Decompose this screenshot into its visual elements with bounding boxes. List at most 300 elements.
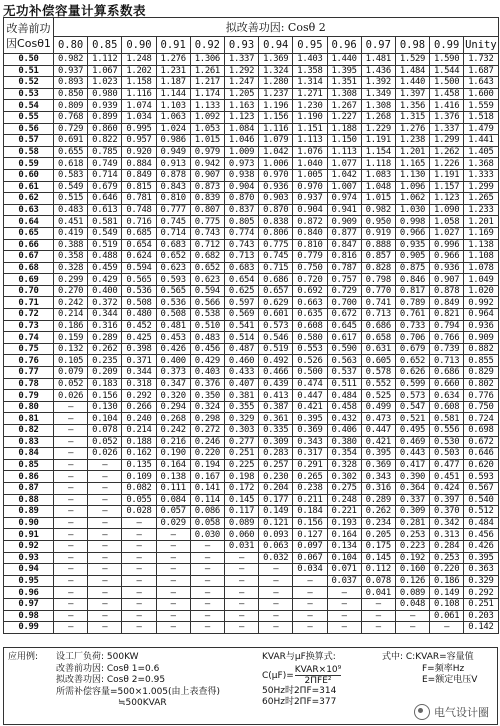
table-cell: 0.980 — [88, 88, 122, 100]
table-cell: 0.235 — [88, 355, 122, 367]
row-header-cell: 0.90 — [4, 517, 54, 529]
table-cell: – — [156, 540, 190, 552]
table-cell: 0.079 — [54, 367, 88, 379]
table-cell: 0.872 — [293, 216, 327, 228]
table-cell: 0.909 — [464, 332, 498, 344]
table-cell: – — [122, 552, 156, 564]
table-cell: 0.578 — [361, 367, 395, 379]
table-cell: 1.042 — [259, 146, 293, 158]
table-cell: 0.452 — [122, 320, 156, 332]
table-cell: 0.277 — [224, 436, 258, 448]
table-cell: – — [88, 564, 122, 576]
table-cell: 0.536 — [122, 285, 156, 297]
table-cell: 0.397 — [430, 494, 464, 506]
table-cell: 1.299 — [430, 135, 464, 147]
table-cell: 0.376 — [190, 378, 224, 390]
table-cell: 0.355 — [224, 401, 258, 413]
table-cell: 0.458 — [327, 401, 361, 413]
example-block — [56, 652, 220, 710]
table-cell: 0.407 — [224, 378, 258, 390]
table-cell: 0.700 — [327, 297, 361, 309]
table-cell: – — [88, 540, 122, 552]
table-cell: 0.519 — [259, 343, 293, 355]
table-cell: 0.938 — [224, 169, 258, 181]
table-cell: 0.354 — [327, 448, 361, 460]
table-cell: 0.164 — [327, 529, 361, 541]
table-cell: – — [54, 436, 88, 448]
table-cell: 0.608 — [293, 320, 327, 332]
row-header-cell: 0.81 — [4, 413, 54, 425]
table-cell: – — [293, 587, 327, 599]
table-cell: 0.371 — [122, 355, 156, 367]
table-cell: 0.875 — [395, 262, 429, 274]
table-cell: – — [430, 622, 464, 634]
table-cell: 0.413 — [259, 390, 293, 402]
table-cell: 1.116 — [122, 88, 156, 100]
table-cell: 1.187 — [156, 77, 190, 89]
table-cell: 1.227 — [327, 111, 361, 123]
table-cell: 0.777 — [156, 204, 190, 216]
table-cell: 0.686 — [259, 274, 293, 286]
table-row — [4, 587, 499, 599]
row-header-cell: 0.58 — [4, 146, 54, 158]
row-header-cell: 0.79 — [4, 390, 54, 402]
table-cell: – — [54, 529, 88, 541]
table-row — [4, 88, 499, 100]
table-cell: 0.242 — [54, 297, 88, 309]
table-cell: 0.433 — [224, 367, 258, 379]
table-cell: 0.451 — [54, 216, 88, 228]
table-cell: 0.216 — [156, 436, 190, 448]
table-cell: 0.500 — [293, 367, 327, 379]
table-cell: 0.421 — [361, 436, 395, 448]
table-cell: 0.672 — [464, 436, 498, 448]
table-cell: – — [395, 610, 429, 622]
table-cell: – — [156, 552, 190, 564]
table-cell: 0.499 — [361, 401, 395, 413]
table-cell: 0.488 — [88, 251, 122, 263]
table-cell: 0.745 — [156, 216, 190, 228]
table-cell: 0.829 — [464, 367, 498, 379]
row-header-cell: 0.99 — [4, 622, 54, 634]
table-cell: 0.657 — [259, 285, 293, 297]
table-cell: – — [190, 587, 224, 599]
table-cell: 1.230 — [293, 100, 327, 112]
table-cell: 0.313 — [430, 529, 464, 541]
row-header-cell: 0.92 — [4, 540, 54, 552]
table-cell: – — [395, 622, 429, 634]
table-cell: 1.202 — [122, 65, 156, 77]
table-cell: 0.289 — [361, 494, 395, 506]
table-cell: – — [54, 506, 88, 518]
table-cell: 0.691 — [54, 135, 88, 147]
table-cell: 0.802 — [464, 378, 498, 390]
table-cell: 0.750 — [293, 262, 327, 274]
table-row — [4, 355, 499, 367]
table-cell: 1.020 — [464, 285, 498, 297]
table-cell: – — [88, 506, 122, 518]
table-row — [4, 517, 499, 529]
wechat-logo-icon — [414, 704, 430, 720]
formula-numerator: KVAR×10⁹ — [294, 664, 342, 675]
table-cell: 0.810 — [293, 239, 327, 251]
table-cell: 0.757 — [327, 274, 361, 286]
table-cell: 0.679 — [395, 343, 429, 355]
table-cell: 0.821 — [430, 309, 464, 321]
table-cell: 0.549 — [54, 181, 88, 193]
table-cell: 0.342 — [430, 517, 464, 529]
table-cell: 0.658 — [361, 332, 395, 344]
table-cell: 0.748 — [122, 204, 156, 216]
table-cell: – — [54, 401, 88, 413]
table-cell: 0.540 — [464, 494, 498, 506]
table-cell: 1.023 — [88, 77, 122, 89]
table-cell: 0.806 — [259, 227, 293, 239]
table-cell: 0.573 — [259, 320, 293, 332]
table-cell: 0.882 — [464, 343, 498, 355]
table-cell: 0.240 — [122, 413, 156, 425]
table-cell: 0.541 — [224, 320, 258, 332]
table-cell: 0.344 — [122, 367, 156, 379]
table-cell: 0.964 — [464, 309, 498, 321]
table-cell: – — [259, 564, 293, 576]
example-line: ≒500KVAR — [118, 698, 167, 708]
table-cell: 0.685 — [122, 227, 156, 239]
row-header-cell: 0.54 — [4, 100, 54, 112]
table-cell: 0.194 — [190, 459, 224, 471]
conversion-50hz: 50Hz时2ΠF=314 — [262, 685, 337, 696]
table-cell: 0.248 — [327, 494, 361, 506]
table-cell: 1.306 — [190, 54, 224, 66]
table-cell: 0.781 — [122, 193, 156, 205]
table-cell: 0.447 — [293, 390, 327, 402]
table-cell: 0.343 — [293, 436, 327, 448]
table-cell: 1.458 — [430, 88, 464, 100]
table-cell: 0.593 — [156, 274, 190, 286]
table-cell: 1.096 — [395, 181, 429, 193]
table-cell: 0.936 — [430, 262, 464, 274]
table-cell: 0.167 — [190, 471, 224, 483]
table-cell: 0.121 — [259, 517, 293, 529]
row-header-cell: 0.59 — [4, 158, 54, 170]
table-cell: 0.395 — [293, 413, 327, 425]
table-cell: 1.416 — [430, 100, 464, 112]
table-cell: 0.597 — [224, 297, 258, 309]
table-cell: 1.687 — [464, 65, 498, 77]
row-header-cell: 0.67 — [4, 251, 54, 263]
table-cell: 0.041 — [361, 587, 395, 599]
table-cell: 0.381 — [224, 390, 258, 402]
table-cell: 0.741 — [361, 297, 395, 309]
table-cell: 0.324 — [190, 401, 224, 413]
table-cell: 0.111 — [156, 482, 190, 494]
table-cell: 1.518 — [464, 111, 498, 123]
table-cell: 0.761 — [395, 309, 429, 321]
table-cell: – — [54, 575, 88, 587]
table-cell: 0.138 — [156, 471, 190, 483]
table-cell: 0.729 — [54, 123, 88, 135]
table-cell: – — [224, 622, 258, 634]
table-cell: 0.515 — [54, 193, 88, 205]
table-cell: 0.508 — [122, 297, 156, 309]
legend-line: 式中: C:KVAR=容量值 — [382, 652, 474, 662]
table-cell: – — [156, 598, 190, 610]
column-header: 0.96 — [327, 37, 361, 54]
table-cell: 0.655 — [54, 146, 88, 158]
table-cell: 1.247 — [224, 77, 258, 89]
table-cell: 1.292 — [224, 65, 258, 77]
table-cell: 0.787 — [327, 262, 361, 274]
table-cell: – — [224, 564, 258, 576]
table-cell: 0.026 — [54, 390, 88, 402]
table-cell: 1.403 — [293, 54, 327, 66]
table-cell: 0.483 — [190, 332, 224, 344]
row-header-cell: 0.61 — [4, 181, 54, 193]
table-cell: 0.683 — [224, 262, 258, 274]
table-cell: 0.849 — [430, 297, 464, 309]
table-cell: 0.078 — [361, 575, 395, 587]
table-cell: 0.057 — [156, 506, 190, 518]
column-header: 0.85 — [88, 37, 122, 54]
table-cell: 1.262 — [430, 146, 464, 158]
table-cell: 0.521 — [395, 413, 429, 425]
conversion-block — [262, 652, 341, 709]
table-cell: 1.395 — [327, 65, 361, 77]
table-cell: – — [259, 575, 293, 587]
table-cell: 1.299 — [464, 181, 498, 193]
table-cell: 0.298 — [190, 413, 224, 425]
table-cell: 0.712 — [190, 239, 224, 251]
table-cell: 0.549 — [88, 227, 122, 239]
table-row — [4, 506, 499, 518]
table-cell: 0.850 — [54, 88, 88, 100]
table-cell: 0.974 — [327, 193, 361, 205]
table-cell: 0.142 — [464, 622, 498, 634]
table-cell: 0.878 — [156, 169, 190, 181]
table-cell: 1.500 — [430, 77, 464, 89]
table-row — [4, 448, 499, 460]
legend-block — [382, 652, 477, 687]
table-cell: 0.127 — [293, 529, 327, 541]
table-cell: 1.600 — [464, 88, 498, 100]
corner-header-bottom: 因Cosθ1 — [6, 36, 51, 50]
table-cell: 0.082 — [122, 482, 156, 494]
table-cell: 0.817 — [395, 285, 429, 297]
table-cell: 0.838 — [259, 216, 293, 228]
table-cell: 0.745 — [259, 251, 293, 263]
table-cell: 0.645 — [327, 320, 361, 332]
table-row — [4, 100, 499, 112]
table-row — [4, 169, 499, 181]
table-cell: 1.201 — [395, 146, 429, 158]
row-header-cell: 0.65 — [4, 227, 54, 239]
table-cell: 0.030 — [190, 529, 224, 541]
table-cell: 0.395 — [464, 552, 498, 564]
table-cell: 0.581 — [88, 216, 122, 228]
table-cell: 1.046 — [224, 135, 258, 147]
table-cell: 0.320 — [156, 390, 190, 402]
table-cell: 0.652 — [190, 262, 224, 274]
table-cell: – — [156, 529, 190, 541]
table-cell: 1.280 — [259, 77, 293, 89]
table-cell: 0.937 — [54, 65, 88, 77]
table-cell: 0.625 — [224, 285, 258, 297]
table-cell: 0.973 — [224, 158, 258, 170]
table-cell: 0.426 — [464, 540, 498, 552]
table-row — [4, 320, 499, 332]
table-cell: 0.565 — [122, 274, 156, 286]
table-cell: 0.750 — [464, 401, 498, 413]
table-cell: – — [327, 587, 361, 599]
table-cell: 0.552 — [361, 378, 395, 390]
table-cell: 0.483 — [54, 204, 88, 216]
row-header-cell: 0.85 — [4, 459, 54, 471]
table-cell: 0.581 — [430, 413, 464, 425]
table-cell: 0.032 — [259, 552, 293, 564]
table-cell: 0.318 — [122, 378, 156, 390]
table-cell: 1.116 — [259, 123, 293, 135]
table-cell: 0.251 — [224, 448, 258, 460]
table-cell: – — [361, 622, 395, 634]
row-header-cell: 0.71 — [4, 297, 54, 309]
table-cell: – — [224, 598, 258, 610]
table-cell: – — [293, 575, 327, 587]
table-row — [4, 378, 499, 390]
row-header-cell: 0.73 — [4, 320, 54, 332]
table-row — [4, 251, 499, 263]
table-cell: 0.937 — [293, 193, 327, 205]
table-cell: 0.400 — [88, 285, 122, 297]
table-cell: 0.061 — [430, 610, 464, 622]
table-cell: 1.042 — [327, 169, 361, 181]
table-cell: 0.936 — [259, 181, 293, 193]
table-row — [4, 494, 499, 506]
table-cell: 0.950 — [361, 216, 395, 228]
table-cell: 1.237 — [259, 88, 293, 100]
table-cell: 1.314 — [293, 77, 327, 89]
table-cell: 0.487 — [224, 343, 258, 355]
table-cell: 0.132 — [54, 343, 88, 355]
table-cell: – — [88, 482, 122, 494]
table-cell: 0.350 — [190, 390, 224, 402]
table-row — [4, 332, 499, 344]
table-cell: 0.398 — [122, 343, 156, 355]
table-cell: 0.473 — [361, 413, 395, 425]
table-cell: 0.188 — [122, 436, 156, 448]
table-cell: 0.211 — [293, 494, 327, 506]
table-cell: 0.084 — [156, 494, 190, 506]
table-title: 无功补偿容量计算系数表 — [3, 3, 147, 18]
table-cell: 1.226 — [430, 158, 464, 170]
table-cell: 0.713 — [430, 355, 464, 367]
table-cell: 0.369 — [361, 459, 395, 471]
table-cell: 1.268 — [361, 111, 395, 123]
row-header-cell: 0.52 — [4, 77, 54, 89]
table-cell: 0.329 — [464, 575, 498, 587]
table-cell: 0.776 — [464, 390, 498, 402]
table-cell: 0.512 — [464, 506, 498, 518]
row-header-cell: 0.60 — [4, 169, 54, 181]
row-header-cell: 0.83 — [4, 436, 54, 448]
conversion-title: KVAR与μF换算式: — [262, 652, 336, 662]
table-cell: 0.417 — [395, 459, 429, 471]
table-row — [4, 471, 499, 483]
row-header-cell: 0.96 — [4, 587, 54, 599]
table-cell: 0.156 — [88, 390, 122, 402]
table-cell: 0.733 — [395, 320, 429, 332]
table-cell: 0.459 — [88, 262, 122, 274]
table-cell: 0.526 — [293, 355, 327, 367]
example-line: 拟改善功因: Cosθ 2=0.95 — [56, 675, 166, 685]
table-cell: 0.028 — [122, 506, 156, 518]
table-cell: 1.130 — [395, 169, 429, 181]
table-cell: 1.163 — [224, 100, 258, 112]
table-cell: 0.569 — [224, 309, 258, 321]
table-row — [4, 367, 499, 379]
table-cell: – — [327, 598, 361, 610]
table-cell: – — [224, 610, 258, 622]
table-cell: 0.729 — [327, 285, 361, 297]
table-cell: 0.257 — [259, 459, 293, 471]
table-cell: 0.770 — [361, 285, 395, 297]
table-cell: 0.789 — [395, 297, 429, 309]
table-cell: 0.230 — [259, 471, 293, 483]
table-cell: 0.957 — [122, 135, 156, 147]
row-header-cell: 0.91 — [4, 529, 54, 541]
table-cell: 1.058 — [430, 216, 464, 228]
table-cell: 0.870 — [224, 193, 258, 205]
table-cell: 0.992 — [464, 297, 498, 309]
example-line: 改善前功因: Cosθ 1=0.6 — [56, 663, 160, 674]
table-cell: – — [293, 610, 327, 622]
table-cell: 0.283 — [259, 448, 293, 460]
table-cell: 1.265 — [464, 193, 498, 205]
table-row — [4, 425, 499, 437]
table-cell: 0.563 — [327, 355, 361, 367]
row-header-cell: 0.84 — [4, 448, 54, 460]
table-row — [4, 274, 499, 286]
table-cell: 0.209 — [88, 367, 122, 379]
watermark-text: 电气设计圈 — [434, 706, 489, 719]
table-cell: 0.177 — [259, 494, 293, 506]
table-cell: 0.939 — [88, 100, 122, 112]
table-cell: – — [122, 564, 156, 576]
table-cell: 0.126 — [395, 575, 429, 587]
table-cell: 0.105 — [54, 355, 88, 367]
table-cell: 1.157 — [430, 181, 464, 193]
table-cell: 0.309 — [259, 436, 293, 448]
table-cell: 0.525 — [361, 390, 395, 402]
table-cell: 1.024 — [156, 123, 190, 135]
formula-lhs: C(μF)= — [262, 670, 294, 681]
table-cell: 1.337 — [430, 123, 464, 135]
table-cell: 0.347 — [156, 378, 190, 390]
table-cell: 0.175 — [361, 540, 395, 552]
table-cell: 0.369 — [293, 425, 327, 437]
table-cell: 0.078 — [88, 425, 122, 437]
table-cell: 0.739 — [430, 343, 464, 355]
table-cell: 0.860 — [88, 123, 122, 135]
table-cell: 0.840 — [293, 227, 327, 239]
table-cell: 0.421 — [293, 401, 327, 413]
table-row — [4, 123, 499, 135]
table-cell: 1.133 — [190, 100, 224, 112]
table-cell: 0.907 — [430, 274, 464, 286]
table-cell: 1.169 — [464, 227, 498, 239]
table-cell: 0.104 — [88, 413, 122, 425]
table-cell: 0.580 — [293, 332, 327, 344]
table-cell: 1.238 — [395, 135, 429, 147]
